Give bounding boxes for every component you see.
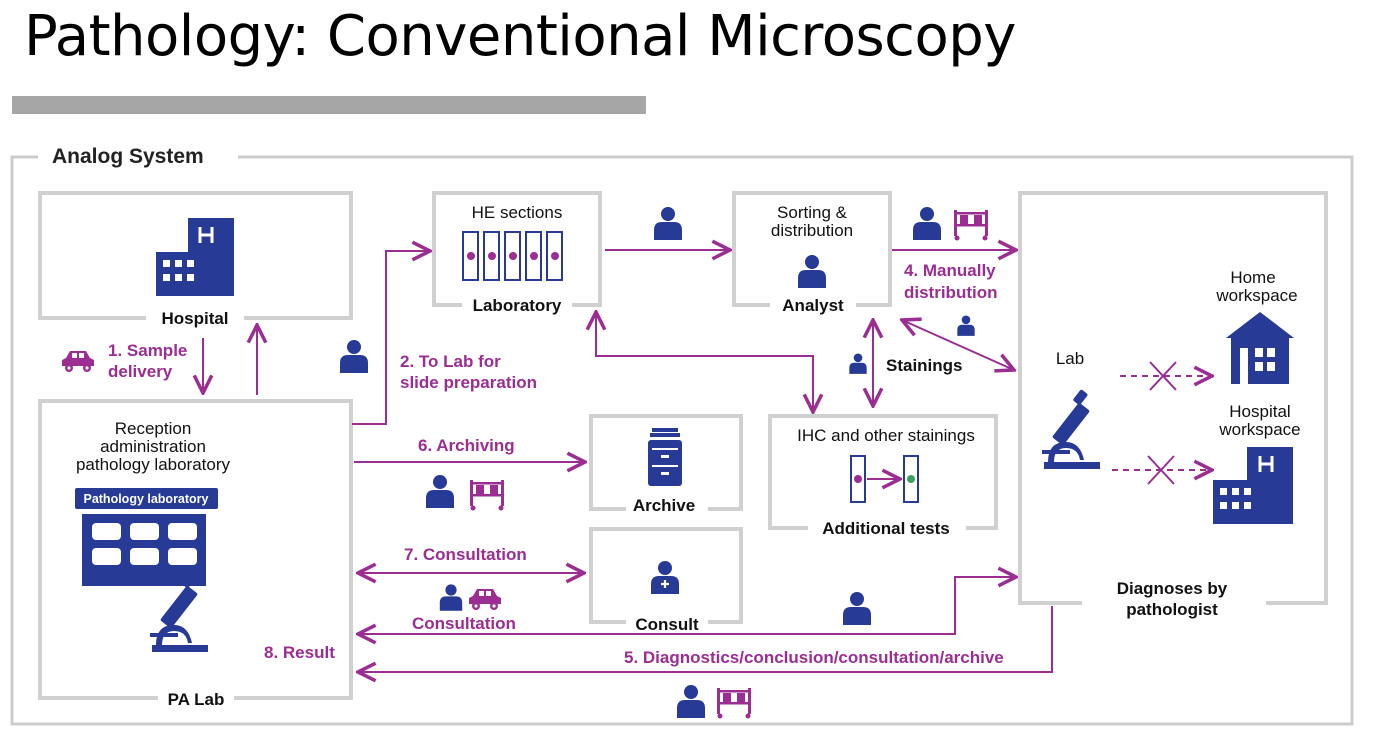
- analyst-label: Analyst: [782, 296, 844, 315]
- step7-label: 7. Consultation: [404, 545, 527, 564]
- cart-icon: [470, 480, 504, 511]
- diagnoses-label-line1: Diagnoses by: [1116, 579, 1228, 598]
- home-workspace-line2: workspace: [1216, 286, 1298, 305]
- person-icon: [849, 353, 866, 373]
- reception-line3: pathology laboratory: [75, 455, 231, 474]
- step4-line1: 4. Manually: [904, 261, 996, 280]
- ihc-heading: IHC and other stainings: [797, 426, 975, 445]
- cart-icon: [954, 210, 988, 241]
- diagnoses-label-line2: pathologist: [1126, 600, 1218, 619]
- home-workspace-line1: Home: [1230, 268, 1276, 287]
- hospital-box: [40, 193, 351, 329]
- step5-label: 5. Diagnostics/conclusion/consultation/archive: [624, 648, 1004, 667]
- hospital-label: Hospital: [161, 309, 229, 328]
- person-icon: [340, 340, 368, 373]
- archive-box: [591, 416, 741, 516]
- archive-label: Archive: [632, 496, 696, 515]
- hospital-workspace-line2: workspace: [1219, 420, 1301, 439]
- consultation-caption: Consultation: [412, 614, 516, 633]
- person-icon: [677, 685, 705, 718]
- pa-lab-box: [40, 401, 351, 710]
- page-title: Pathology: Conventional Microscopy: [24, 4, 1016, 69]
- cabinet-icon: [648, 428, 682, 486]
- reception-line1: Reception: [114, 419, 192, 438]
- step8-label: 8. Result: [264, 643, 335, 662]
- sorting-box: [734, 193, 890, 316]
- consult-label: Consult: [635, 615, 699, 634]
- laboratory-label: Laboratory: [472, 296, 562, 315]
- pathology-lab-badge-text: Pathology laboratory: [83, 492, 209, 506]
- step1-line1: 1. Sample: [108, 341, 188, 360]
- sorting-heading-line2: distribution: [770, 221, 854, 240]
- laboratory-box: [434, 193, 600, 316]
- to-lab-arrow: [352, 251, 430, 424]
- car-icon: [469, 589, 501, 610]
- car-icon: [62, 351, 94, 372]
- pa-lab-label: PA Lab: [167, 690, 225, 709]
- step2-line1: 2. To Lab for: [400, 352, 501, 371]
- person-icon: [843, 592, 871, 625]
- analog-system-label: Analog System: [52, 145, 204, 168]
- he-sections-heading: HE sections: [471, 203, 563, 222]
- cart-icon: [717, 688, 751, 719]
- step4-line2: distribution: [904, 283, 998, 302]
- person-icon: [913, 207, 941, 240]
- step2-line2: slide preparation: [400, 373, 537, 392]
- lab-label: Lab: [1055, 349, 1085, 368]
- slides-icon: [463, 232, 562, 280]
- additional-tests-label: Additional tests: [822, 519, 950, 538]
- reception-line2: administration: [100, 437, 206, 456]
- lab-to-ihc-arrow: [596, 312, 813, 412]
- person-icon: [654, 207, 682, 240]
- ihc-box: [770, 416, 996, 539]
- step6-label: 6. Archiving: [418, 436, 515, 455]
- stainings-label: Stainings: [886, 356, 963, 375]
- hospital-workspace-line1: Hospital: [1229, 402, 1291, 421]
- step1-line2: delivery: [108, 362, 173, 381]
- person-icon: [440, 584, 462, 610]
- person-icon: [426, 475, 454, 508]
- consult-box: [591, 529, 741, 636]
- pathologist-box: [1020, 193, 1326, 626]
- sorting-heading-line1: Sorting &: [777, 203, 847, 222]
- person-icon: [957, 315, 974, 335]
